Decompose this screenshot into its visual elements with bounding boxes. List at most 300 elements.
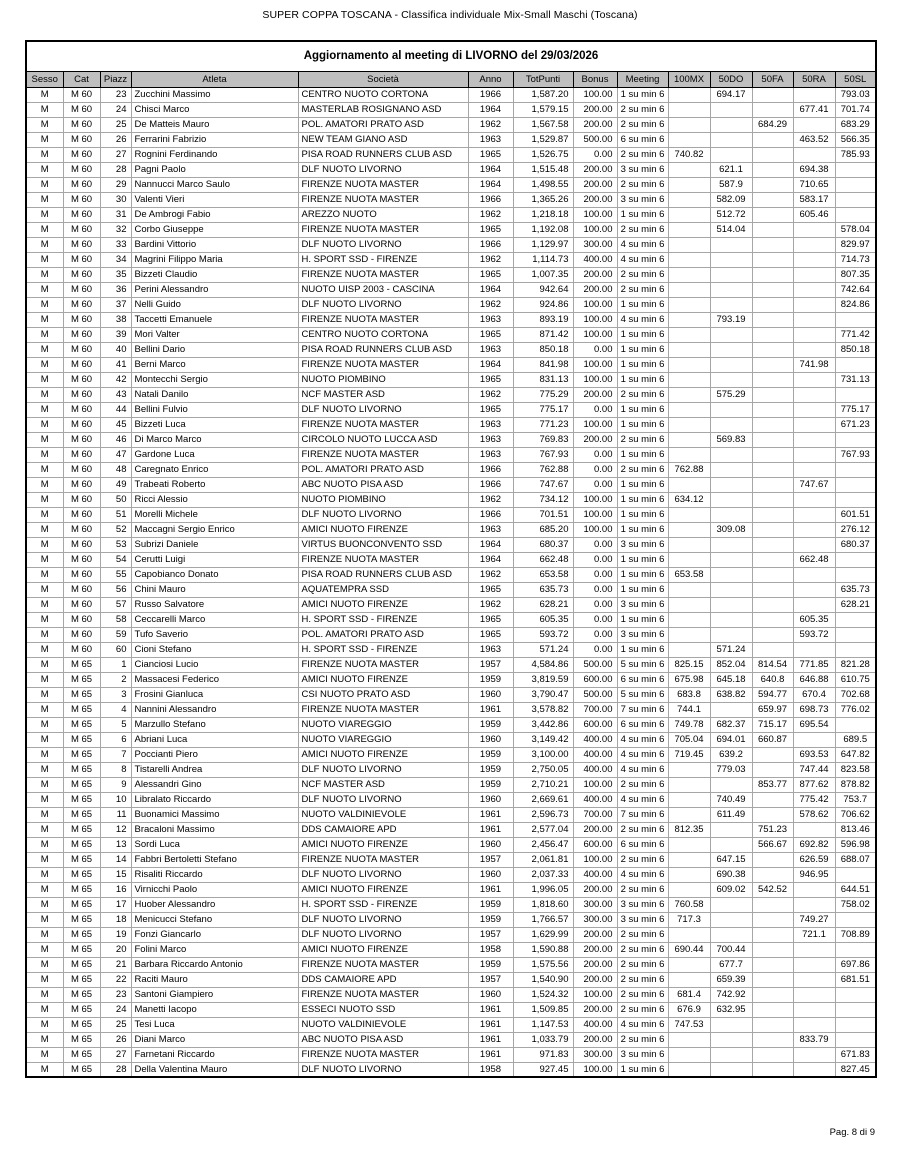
cell-50ra [793,582,835,597]
cell-50fa [752,372,793,387]
cell-meeting: 1 su min 6 [617,492,668,507]
cell-cat: M 60 [63,162,100,177]
cell-anno: 1965 [468,327,513,342]
cell-50fa [752,237,793,252]
cell-bonus: 100.00 [573,372,617,387]
table-row [26,597,876,612]
cell-50ra [793,252,835,267]
cell-sesso: M [26,507,63,522]
cell-sesso: M [26,147,63,162]
cell-societa: DLF NUOTO LIVORNO [298,867,468,882]
cell-cat: M 60 [63,432,100,447]
cell-totpunti: 635.73 [513,582,573,597]
cell-bonus: 0.00 [573,612,617,627]
cell-50do: 645.18 [710,672,752,687]
cell-anno: 1962 [468,252,513,267]
cell-societa: ESSECI NUOTO SSD [298,1002,468,1017]
cell-100mx: 676.9 [668,1002,710,1017]
table-row [26,267,876,282]
cell-50ra [793,372,835,387]
cell-atleta: Magrini Filippo Maria [131,252,298,267]
cell-bonus: 100.00 [573,852,617,867]
cell-meeting: 4 su min 6 [617,762,668,777]
cell-meeting: 2 su min 6 [617,777,668,792]
cell-anno: 1960 [468,867,513,882]
cell-totpunti: 701.51 [513,507,573,522]
cell-societa: ABC NUOTO PISA ASD [298,1032,468,1047]
table-row [26,567,876,582]
cell-100mx [668,222,710,237]
cell-100mx: 760.58 [668,897,710,912]
cell-50ra [793,1002,835,1017]
cell-anno: 1962 [468,567,513,582]
cell-bonus: 500.00 [573,132,617,147]
cell-anno: 1961 [468,702,513,717]
cell-meeting: 3 su min 6 [617,162,668,177]
table-row [26,837,876,852]
cell-societa: NUOTO VIAREGGIO [298,717,468,732]
cell-50sl [835,717,876,732]
cell-meeting: 2 su min 6 [617,117,668,132]
cell-100mx [668,162,710,177]
cell-50ra [793,1017,835,1032]
cell-50do: 647.15 [710,852,752,867]
cell-50fa [752,987,793,1002]
cell-sesso: M [26,1032,63,1047]
cell-bonus: 100.00 [573,87,617,102]
cell-100mx [668,312,710,327]
table-row [26,357,876,372]
cell-cat: M 60 [63,597,100,612]
cell-piazz: 28 [100,162,131,177]
table-row [26,822,876,837]
cell-50ra [793,237,835,252]
cell-50do: 309.08 [710,522,752,537]
table-row [26,222,876,237]
cell-bonus: 0.00 [573,642,617,657]
cell-50sl: 697.86 [835,957,876,972]
cell-50ra: 747.67 [793,477,835,492]
cell-piazz: 3 [100,687,131,702]
cell-100mx [668,1032,710,1047]
cell-50sl: 276.12 [835,522,876,537]
cell-50ra: 605.35 [793,612,835,627]
cell-cat: M 65 [63,1047,100,1062]
cell-cat: M 65 [63,732,100,747]
cell-50do [710,492,752,507]
cell-50sl: 706.62 [835,807,876,822]
cell-piazz: 23 [100,87,131,102]
cell-atleta: Chisci Marco [131,102,298,117]
cell-50sl [835,357,876,372]
cell-100mx [668,477,710,492]
cell-50fa [752,432,793,447]
cell-50ra: 662.48 [793,552,835,567]
table-row [26,522,876,537]
cell-bonus: 0.00 [573,462,617,477]
cell-meeting: 3 su min 6 [617,912,668,927]
table-row [26,687,876,702]
cell-50ra: 833.79 [793,1032,835,1047]
cell-bonus: 100.00 [573,417,617,432]
cell-bonus: 200.00 [573,1032,617,1047]
cell-atleta: Marzullo Stefano [131,717,298,732]
cell-totpunti: 1,147.53 [513,1017,573,1032]
cell-50sl [835,642,876,657]
cell-totpunti: 662.48 [513,552,573,567]
cell-50sl [835,192,876,207]
cell-meeting: 1 su min 6 [617,87,668,102]
cell-50ra [793,327,835,342]
cell-meeting: 3 su min 6 [617,597,668,612]
cell-bonus: 100.00 [573,777,617,792]
cell-50ra: 698.73 [793,702,835,717]
cell-50do [710,567,752,582]
cell-piazz: 42 [100,372,131,387]
table-header-row [26,71,876,87]
cell-50do [710,357,752,372]
cell-50sl: 807.35 [835,267,876,282]
cell-anno: 1957 [468,852,513,867]
cell-meeting: 3 su min 6 [617,1047,668,1062]
cell-50sl: 688.07 [835,852,876,867]
cell-totpunti: 775.29 [513,387,573,402]
cell-50ra: 646.88 [793,672,835,687]
column-header-sesso: Sesso [26,71,63,87]
cell-meeting: 1 su min 6 [617,477,668,492]
cell-50fa [752,1002,793,1017]
cell-50sl [835,552,876,567]
cell-piazz: 14 [100,852,131,867]
cell-totpunti: 1,498.55 [513,177,573,192]
cell-bonus: 200.00 [573,267,617,282]
cell-50sl: 731.13 [835,372,876,387]
cell-atleta: Corbo Giuseppe [131,222,298,237]
cell-50sl: 850.18 [835,342,876,357]
cell-cat: M 65 [63,807,100,822]
cell-societa: NUOTO VALDINIEVOLE [298,1017,468,1032]
cell-piazz: 37 [100,297,131,312]
cell-piazz: 6 [100,732,131,747]
cell-50fa: 659.97 [752,702,793,717]
results-body [26,87,876,1077]
cell-50do [710,147,752,162]
cell-atleta: Buonamici Massimo [131,807,298,822]
cell-totpunti: 1,192.08 [513,222,573,237]
cell-100mx [668,522,710,537]
cell-totpunti: 1,567.58 [513,117,573,132]
cell-atleta: Subrizi Daniele [131,537,298,552]
cell-cat: M 60 [63,342,100,357]
cell-atleta: Sordi Luca [131,837,298,852]
cell-50ra: 694.38 [793,162,835,177]
cell-meeting: 4 su min 6 [617,1017,668,1032]
cell-anno: 1963 [468,642,513,657]
cell-50do: 682.37 [710,717,752,732]
cell-totpunti: 769.83 [513,432,573,447]
cell-atleta: Di Marco Marco [131,432,298,447]
cell-bonus: 300.00 [573,897,617,912]
table-row [26,627,876,642]
cell-meeting: 1 su min 6 [617,297,668,312]
cell-anno: 1962 [468,492,513,507]
cell-meeting: 1 su min 6 [617,372,668,387]
cell-50sl: 829.97 [835,237,876,252]
cell-anno: 1962 [468,207,513,222]
cell-cat: M 60 [63,192,100,207]
cell-sesso: M [26,792,63,807]
cell-50sl: 566.35 [835,132,876,147]
cell-anno: 1962 [468,597,513,612]
cell-societa: FIRENZE NUOTA MASTER [298,702,468,717]
cell-50sl: 742.64 [835,282,876,297]
cell-50do [710,912,752,927]
cell-50fa [752,1032,793,1047]
cell-50do: 582.09 [710,192,752,207]
cell-cat: M 60 [63,102,100,117]
cell-50do: 779.03 [710,762,752,777]
cell-piazz: 23 [100,987,131,1002]
cell-50do [710,897,752,912]
cell-50sl: 793.03 [835,87,876,102]
cell-cat: M 65 [63,852,100,867]
cell-atleta: Della Valentina Mauro [131,1062,298,1077]
cell-50do [710,822,752,837]
cell-atleta: Nannucci Marco Saulo [131,177,298,192]
cell-50ra [793,987,835,1002]
cell-anno: 1962 [468,387,513,402]
cell-50fa: 814.54 [752,657,793,672]
cell-cat: M 65 [63,912,100,927]
cell-totpunti: 1,509.85 [513,1002,573,1017]
cell-50ra [793,87,835,102]
cell-50do: 587.9 [710,177,752,192]
cell-bonus: 200.00 [573,162,617,177]
cell-50ra: 749.27 [793,912,835,927]
table-row [26,957,876,972]
cell-50fa [752,147,793,162]
table-caption-row [26,41,876,71]
cell-sesso: M [26,267,63,282]
cell-totpunti: 2,669.61 [513,792,573,807]
cell-sesso: M [26,417,63,432]
cell-atleta: Chini Mauro [131,582,298,597]
cell-bonus: 700.00 [573,702,617,717]
cell-atleta: Bizzeti Claudio [131,267,298,282]
cell-totpunti: 1,590.88 [513,942,573,957]
cell-sesso: M [26,927,63,942]
cell-totpunti: 1,629.99 [513,927,573,942]
cell-bonus: 0.00 [573,477,617,492]
cell-totpunti: 628.21 [513,597,573,612]
cell-atleta: De Ambrogi Fabio [131,207,298,222]
cell-anno: 1963 [468,312,513,327]
cell-50fa [752,192,793,207]
cell-50sl [835,1032,876,1047]
column-header-meeting: Meeting [617,71,668,87]
cell-bonus: 100.00 [573,522,617,537]
cell-100mx: 634.12 [668,492,710,507]
cell-anno: 1965 [468,612,513,627]
cell-atleta: Santoni Giampiero [131,987,298,1002]
cell-50do [710,1032,752,1047]
cell-cat: M 60 [63,207,100,222]
cell-societa: FIRENZE NUOTA MASTER [298,552,468,567]
cell-sesso: M [26,597,63,612]
cell-societa: FIRENZE NUOTA MASTER [298,1047,468,1062]
cell-100mx [668,612,710,627]
cell-anno: 1960 [468,687,513,702]
cell-cat: M 65 [63,867,100,882]
cell-bonus: 0.00 [573,552,617,567]
cell-50fa: 640.8 [752,672,793,687]
cell-societa: NUOTO VALDINIEVOLE [298,807,468,822]
cell-sesso: M [26,117,63,132]
cell-bonus: 200.00 [573,177,617,192]
table-row [26,87,876,102]
cell-sesso: M [26,912,63,927]
cell-sesso: M [26,657,63,672]
cell-meeting: 1 su min 6 [617,507,668,522]
cell-50ra [793,972,835,987]
cell-sesso: M [26,132,63,147]
cell-anno: 1959 [468,777,513,792]
cell-anno: 1963 [468,432,513,447]
cell-50ra: 695.54 [793,717,835,732]
cell-piazz: 24 [100,1002,131,1017]
table-row [26,852,876,867]
cell-societa: DLF NUOTO LIVORNO [298,1062,468,1077]
cell-sesso: M [26,612,63,627]
cell-100mx [668,1047,710,1062]
cell-societa: DLF NUOTO LIVORNO [298,237,468,252]
cell-sesso: M [26,537,63,552]
cell-atleta: Poccianti Piero [131,747,298,762]
cell-50sl: 823.58 [835,762,876,777]
cell-50ra [793,117,835,132]
page-number: Pag. 8 di 9 [829,1127,875,1138]
cell-anno: 1966 [468,87,513,102]
cell-sesso: M [26,567,63,582]
cell-societa: PISA ROAD RUNNERS CLUB ASD [298,147,468,162]
column-header-50fa: 50FA [752,71,793,87]
cell-50ra [793,282,835,297]
table-caption: Aggiornamento al meeting di LIVORNO del 29/03/2026 [26,41,876,71]
cell-50ra: 741.98 [793,357,835,372]
cell-piazz: 51 [100,507,131,522]
cell-meeting: 1 su min 6 [617,1062,668,1077]
cell-societa: NCF MASTER ASD [298,387,468,402]
cell-50do [710,1017,752,1032]
cell-atleta: Alessandri Gino [131,777,298,792]
cell-50ra [793,432,835,447]
cell-cat: M 60 [63,417,100,432]
cell-cat: M 60 [63,537,100,552]
cell-bonus: 400.00 [573,732,617,747]
cell-50sl: 767.93 [835,447,876,462]
cell-50ra [793,522,835,537]
table-row [26,162,876,177]
cell-totpunti: 3,149.42 [513,732,573,747]
cell-50ra: 775.42 [793,792,835,807]
cell-meeting: 7 su min 6 [617,702,668,717]
cell-piazz: 44 [100,402,131,417]
cell-societa: PISA ROAD RUNNERS CLUB ASD [298,567,468,582]
cell-meeting: 2 su min 6 [617,882,668,897]
cell-totpunti: 2,710.21 [513,777,573,792]
column-header-totpunti: TotPunti [513,71,573,87]
cell-50fa: 566.67 [752,837,793,852]
cell-50ra [793,597,835,612]
cell-bonus: 300.00 [573,237,617,252]
table-row [26,327,876,342]
cell-50do [710,507,752,522]
table-row [26,252,876,267]
cell-meeting: 3 su min 6 [617,537,668,552]
cell-50fa [752,222,793,237]
cell-50sl: 578.04 [835,222,876,237]
cell-anno: 1964 [468,102,513,117]
cell-bonus: 200.00 [573,387,617,402]
column-header-100mx: 100MX [668,71,710,87]
results-table [25,40,877,1078]
cell-100mx [668,447,710,462]
cell-100mx [668,192,710,207]
table-row [26,207,876,222]
cell-50ra [793,882,835,897]
cell-sesso: M [26,867,63,882]
cell-totpunti: 924.86 [513,297,573,312]
cell-societa: AMICI NUOTO FIRENZE [298,747,468,762]
cell-totpunti: 2,577.04 [513,822,573,837]
cell-bonus: 300.00 [573,1047,617,1062]
cell-sesso: M [26,102,63,117]
cell-piazz: 40 [100,342,131,357]
table-row [26,312,876,327]
cell-100mx [668,252,710,267]
column-header-50do: 50DO [710,71,752,87]
cell-50do: 694.01 [710,732,752,747]
cell-50do: 742.92 [710,987,752,1002]
cell-totpunti: 1,529.87 [513,132,573,147]
cell-sesso: M [26,702,63,717]
cell-anno: 1965 [468,582,513,597]
cell-sesso: M [26,207,63,222]
cell-100mx [668,357,710,372]
cell-atleta: Perini Alessandro [131,282,298,297]
cell-societa: PISA ROAD RUNNERS CLUB ASD [298,342,468,357]
cell-50sl: 628.21 [835,597,876,612]
cell-anno: 1966 [468,237,513,252]
cell-piazz: 15 [100,867,131,882]
table-row [26,402,876,417]
cell-cat: M 65 [63,972,100,987]
table-row [26,477,876,492]
cell-50do [710,297,752,312]
cell-meeting: 2 su min 6 [617,972,668,987]
cell-50do [710,777,752,792]
cell-100mx [668,342,710,357]
cell-sesso: M [26,387,63,402]
cell-piazz: 4 [100,702,131,717]
cell-societa: ABC NUOTO PISA ASD [298,477,468,492]
cell-50fa [752,792,793,807]
cell-cat: M 60 [63,312,100,327]
table-row [26,657,876,672]
cell-50do [710,132,752,147]
cell-50do: 514.04 [710,222,752,237]
cell-anno: 1962 [468,117,513,132]
